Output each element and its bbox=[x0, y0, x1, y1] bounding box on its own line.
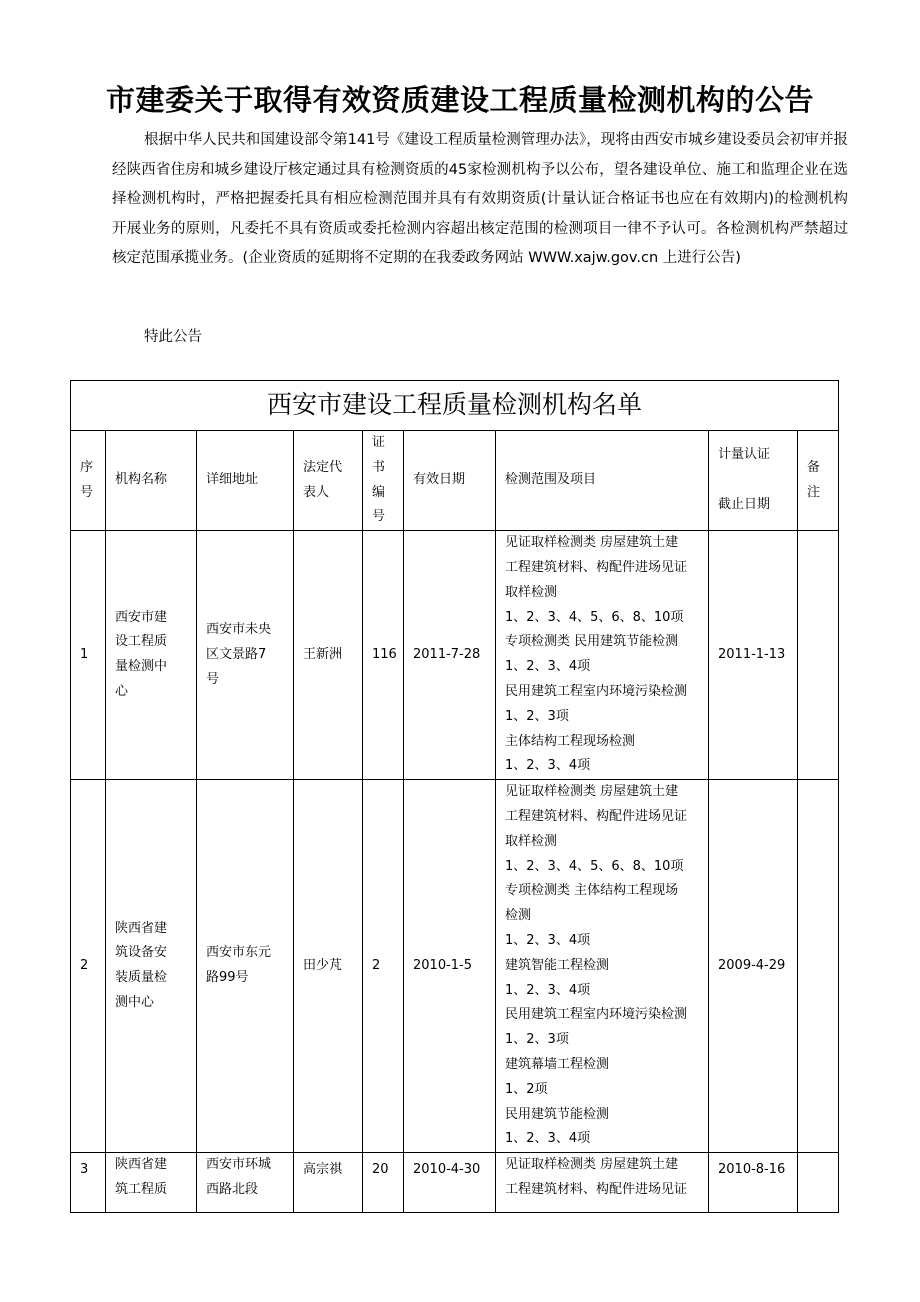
table-row bbox=[71, 531, 839, 780]
intro-paragraph: 根据中华人民共和国建设部令第141号《建设工程质量检测管理办法》，现将由西安市城乡建设委员会初审并报经陕西省住房和城乡建设厅核定通过具有检测资质的45家检测机构予以公布，望各建设单位、施工和监理企业在选择检测机构时，严格把握委托具有相应检测范围并具有有效期资质(计量认证合格证书也应在有效期内)的检测机构开展业务的原则，凡委托不具有资质或委托检测内容超出核定范围的检测项目一律不予认可。各检测机构严禁超过核定范围承揽业务。(企业资质的延期将不定期的在我委政务网站 WWW.xajw.gov.cn 上进行公告) bbox=[112, 132, 848, 266]
header-cell: 详细地址 bbox=[197, 431, 294, 531]
table-row bbox=[71, 780, 839, 1153]
cell-representative: 高宗祺 bbox=[294, 1153, 363, 1213]
cell-name: 陕西省建 筑设备安 装质量检 测中心 bbox=[106, 780, 197, 1153]
cell-cert-no: 116 bbox=[363, 531, 404, 780]
cell-name: 陕西省建 筑工程质 bbox=[106, 1153, 197, 1213]
cell-valid-date: 2010-1-5 bbox=[404, 780, 496, 1153]
cell-scope: 见证取样检测类 房屋建筑土建 工程建筑材料、构配件进场见证 bbox=[496, 1153, 709, 1213]
page-title: 市建委关于取得有效资质建设工程质量检测机构的公告 bbox=[105, 83, 814, 117]
header-cell: 检测范围及项目 bbox=[496, 431, 709, 531]
header-cell: 序 号 bbox=[71, 431, 106, 531]
header-cell: 证 书 编 号 bbox=[363, 431, 404, 531]
cell-cert-deadline: 2009-4-29 bbox=[709, 780, 798, 1153]
header-cell: 机构名称 bbox=[106, 431, 197, 531]
institution-table bbox=[70, 380, 839, 1213]
cell-valid-date: 2010-4-30 bbox=[404, 1153, 496, 1213]
cell-remarks bbox=[798, 531, 839, 780]
cell-address: 西安市东元 路99号 bbox=[197, 780, 294, 1153]
header-cell: 有效日期 bbox=[404, 431, 496, 531]
header-cell: 备 注 bbox=[798, 431, 839, 531]
table-header-row bbox=[71, 431, 839, 531]
cell-index: 1 bbox=[71, 531, 106, 780]
cell-cert-deadline: 2010-8-16 bbox=[709, 1153, 798, 1213]
header-cell: 计量认证 截止日期 bbox=[709, 431, 798, 531]
cell-scope: 见证取样检测类 房屋建筑土建 工程建筑材料、构配件进场见证 取样检测 1、2、3、4、5、6、8、10项 专项检测类 主体结构工程现场 检测 1、2、3、4项 建筑智能工程检测 1、2、3、4项 民用建筑工程室内环境污染检测 1、2、3项 建筑幕墙工程检测 1、2项 民用建筑节能检测 1、2、3、4项 bbox=[496, 780, 709, 1153]
cell-representative: 田少芃 bbox=[294, 780, 363, 1153]
cell-address: 西安市环城 西路北段 bbox=[197, 1153, 294, 1213]
cell-index: 3 bbox=[71, 1153, 106, 1213]
cell-index: 2 bbox=[71, 780, 106, 1153]
cell-representative: 王新洲 bbox=[294, 531, 363, 780]
cell-scope: 见证取样检测类 房屋建筑土建 工程建筑材料、构配件进场见证 取样检测 1、2、3、4、5、6、8、10项 专项检测类 民用建筑节能检测 1、2、3、4项 民用建筑工程室内环境污染检测 1、2、3项 主体结构工程现场检测 1、2、3、4项 bbox=[496, 531, 709, 780]
cell-cert-deadline: 2011-1-13 bbox=[709, 531, 798, 780]
closing-text: 特此公告 bbox=[144, 329, 202, 345]
cell-cert-no: 2 bbox=[363, 780, 404, 1153]
cell-address: 西安市未央 区文景路7 号 bbox=[197, 531, 294, 780]
table-row bbox=[71, 1153, 839, 1213]
cell-valid-date: 2011-7-28 bbox=[404, 531, 496, 780]
cell-name: 西安市建 设工程质 量检测中 心 bbox=[106, 531, 197, 780]
cell-cert-no: 20 bbox=[363, 1153, 404, 1213]
cell-remarks bbox=[798, 780, 839, 1153]
header-cell: 法定代 表人 bbox=[294, 431, 363, 531]
cell-remarks bbox=[798, 1153, 839, 1213]
table-title: 西安市建设工程质量检测机构名单 bbox=[71, 381, 839, 431]
